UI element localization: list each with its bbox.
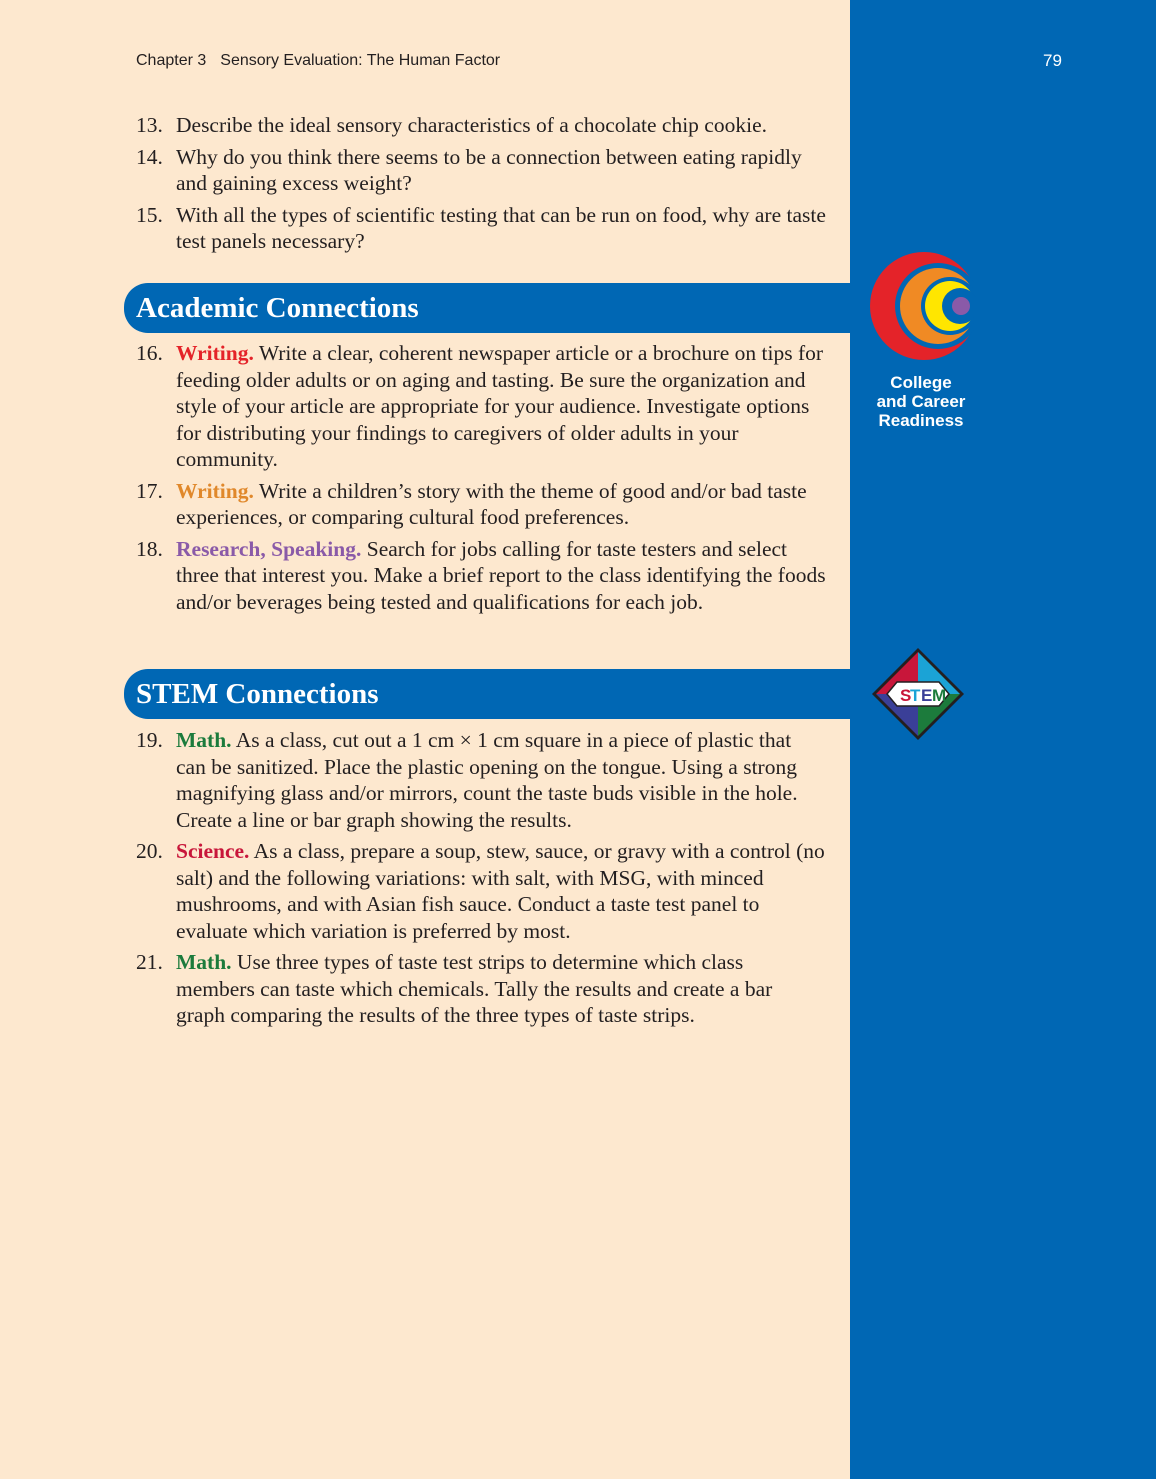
question-text: Use three types of taste test strips to determine which class members can taste which chemicals. Tally the results and create a bar graph comparing the results of the three types of taste strips. xyxy=(176,950,773,1027)
question-item xyxy=(136,478,826,531)
running-header xyxy=(136,52,500,70)
stem-logo-icon xyxy=(870,646,966,742)
question-item xyxy=(136,202,826,255)
question-number: 17. xyxy=(136,478,163,503)
question-number: 21. xyxy=(136,950,163,974)
question-number: 15. xyxy=(136,202,163,227)
question-text: Search for jobs calling for taste testers and select three that interest you. Make a brief report to the class identifying the foods and/or beverages being tested and qualifications for each job. xyxy=(176,536,826,614)
question-number: 16. xyxy=(136,341,163,365)
skill-label: Math. xyxy=(176,728,232,752)
question-text: As a class, cut out a 1 cm × 1 cm square in a piece of plastic that can be sanitized. Place the plastic opening on the tongue. Using a strong magnifying glass and/or mirrors, count the taste buds visible in the hole. Create a line or bar graph showing the results. xyxy=(176,728,798,832)
stem-letter: M xyxy=(932,686,947,705)
college-career-readiness-logo-icon xyxy=(866,246,976,366)
academic-connections-list xyxy=(136,340,826,620)
question-number: 18. xyxy=(136,536,163,561)
page-number: 79 xyxy=(1043,51,1062,70)
skill-label: Science. xyxy=(176,839,250,863)
skill-label: Writing. xyxy=(176,478,254,503)
question-text: With all the types of scientific testing that can be run on food, why are taste test panels necessary? xyxy=(176,202,826,253)
academic-connections-heading: Academic Connections xyxy=(124,283,850,333)
question-number: 14. xyxy=(136,144,163,169)
ccr-label-line: Readiness xyxy=(878,411,964,430)
ccr-label-line: College xyxy=(890,373,952,392)
college-career-readiness-label xyxy=(858,373,984,430)
stem-letter: S xyxy=(900,686,912,705)
question-item xyxy=(136,144,826,197)
stem-letter: T xyxy=(910,686,921,705)
chapter-title: Sensory Evaluation: The Human Factor xyxy=(220,52,501,69)
question-item xyxy=(136,949,826,1029)
question-number: 19. xyxy=(136,728,163,752)
chapter-label: Chapter 3 xyxy=(136,52,207,69)
question-text: Write a children’s story with the theme of good and/or bad taste experiences, or comparing cultural food preferences. xyxy=(176,478,807,529)
question-item xyxy=(136,112,826,139)
skill-label: Writing. xyxy=(176,341,254,365)
question-number: 20. xyxy=(136,839,163,863)
stem-connections-heading: STEM Connections xyxy=(124,669,850,719)
question-text: Why do you think there seems to be a connection between eating rapidly and gaining excess weight? xyxy=(176,144,802,195)
question-number: 13. xyxy=(136,113,163,137)
stem-connections-list xyxy=(136,727,826,1034)
question-text: As a class, prepare a soup, stew, sauce, or gravy with a control (no salt) and the following variations: with salt, with MSG, with minced mushrooms, and with Asian fish sauce. Conduct a taste test panel to evaluate which variation is preferred by most. xyxy=(176,839,825,943)
skill-label: Research, Speaking. xyxy=(176,536,362,561)
question-text: Describe the ideal sensory characteristics of a chocolate chip cookie. xyxy=(176,113,767,137)
stem-letter: E xyxy=(921,686,933,705)
question-item xyxy=(136,727,826,833)
question-text: Write a clear, coherent newspaper article or a brochure on tips for feeding older adults or on aging and tasting. Be sure the organization and style of your article are appropriate for your audience. Investigate options for distributing your findings to caregivers of older adults in your community. xyxy=(176,341,824,471)
question-item xyxy=(136,536,826,616)
skill-label: Math. xyxy=(176,950,232,974)
question-item xyxy=(136,340,826,473)
review-questions-list xyxy=(136,112,826,260)
question-item xyxy=(136,838,826,944)
ccr-label-line: and Career xyxy=(876,392,966,411)
